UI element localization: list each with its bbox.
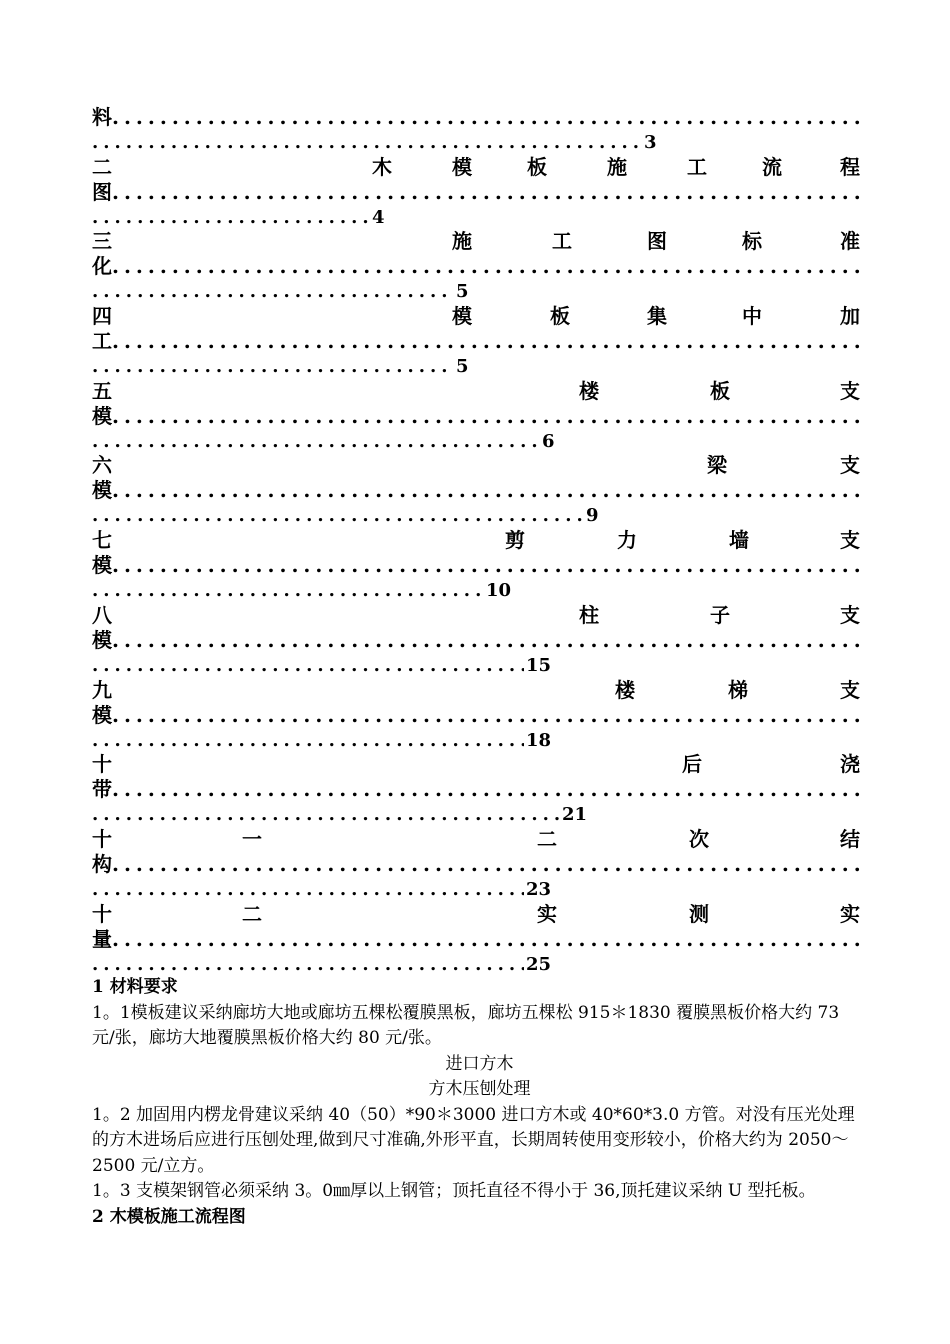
toc-title-tail: 料 xyxy=(92,105,112,129)
toc-title-char: 十 xyxy=(92,901,112,926)
paragraph: 1。2 加固用内楞龙骨建议采纳 40（50）*90＊3000 进口方木或 40*60*3.0 方管。对没有压光处理的方木进场后应进行压刨处理,做到尺寸准确,外形平直，长期周转使用变形较小，价格大约为 2050～2500 元/立方。 xyxy=(92,1104,855,1176)
toc-title-char: 实 xyxy=(840,901,860,926)
toc-title-char: 楼 xyxy=(579,378,599,403)
toc-title-char: 梯 xyxy=(728,677,748,702)
leader-dots xyxy=(112,105,860,130)
leader-dots xyxy=(92,130,642,155)
toc-page-number: 18 xyxy=(526,729,552,751)
toc-title-char: 一 xyxy=(242,826,262,851)
leader-dots xyxy=(112,180,860,205)
toc-title-tail: 构 xyxy=(92,851,112,876)
toc-title-char: 结 xyxy=(840,826,860,851)
toc-page-number: 23 xyxy=(526,878,552,900)
toc-title-tail: 量 xyxy=(92,926,112,951)
toc-page-number: 10 xyxy=(486,580,512,602)
paragraph: 1。1模板建议采纳廊坊大地或廊坊五棵松覆膜黑板，廊坊五棵松 915＊1830 覆膜黑板价格大约 73 元/张，廊坊大地覆膜黑板价格大约 80 元/张。 xyxy=(92,1002,840,1048)
toc-title-char: 七 xyxy=(92,528,112,553)
toc-title-char: 梁 xyxy=(707,453,727,478)
toc-title-char: 子 xyxy=(710,602,730,627)
leader-dots xyxy=(112,852,860,877)
toc-title-char: 模 xyxy=(452,154,472,179)
toc-page-number: 21 xyxy=(562,804,588,826)
toc-title-char: 工 xyxy=(687,154,707,179)
toc-page-number: 15 xyxy=(526,654,552,676)
leader-dots xyxy=(112,478,860,503)
leader-dots xyxy=(112,777,860,802)
section-heading: 2 木模板施工流程图 xyxy=(92,1206,246,1227)
toc-title-char: 十 xyxy=(92,752,112,777)
section-heading: 1 材料要求 xyxy=(92,977,178,997)
toc-title-char: 二 xyxy=(242,901,262,926)
leader-dots xyxy=(92,653,524,678)
leader-dots xyxy=(92,802,560,827)
leader-dots xyxy=(92,503,584,528)
toc-title-char: 六 xyxy=(92,453,112,478)
toc-title-char: 板 xyxy=(527,154,547,179)
toc-title-tail: 带 xyxy=(92,777,112,802)
toc-page-number: 4 xyxy=(372,206,385,228)
body-text xyxy=(92,975,867,1230)
toc-title-char: 五 xyxy=(92,378,112,403)
leader-dots xyxy=(112,329,860,354)
toc-page-number: 6 xyxy=(542,430,555,452)
paragraph: 1。3 支模架钢管必须采纳 3。0㎜厚以上钢管；顶托直径不得小于 36,顶托建议采纳 U 型托板。 xyxy=(92,1181,816,1201)
toc-title-char: 支 xyxy=(840,453,860,478)
leader-dots xyxy=(92,578,484,603)
leader-dots xyxy=(92,205,370,230)
leader-dots xyxy=(112,254,860,279)
toc-title-char: 测 xyxy=(689,901,709,926)
toc-title-char: 支 xyxy=(840,528,860,553)
toc-title-tail: 模 xyxy=(92,478,112,503)
toc-title-tail: 模 xyxy=(92,403,112,428)
toc-title-char: 木 xyxy=(372,154,392,179)
toc-title-char: 支 xyxy=(840,378,860,403)
toc-title-char: 准 xyxy=(840,229,860,254)
toc-title-char: 三 xyxy=(92,229,112,254)
toc-title-char: 模 xyxy=(452,304,472,329)
leader-dots xyxy=(112,927,860,952)
toc-title-tail: 模 xyxy=(92,553,112,578)
toc-title-char: 施 xyxy=(607,154,627,179)
toc-title-char: 板 xyxy=(710,378,730,403)
toc-title-char: 二 xyxy=(537,826,557,851)
leader-dots xyxy=(92,728,524,753)
toc-title-char: 板 xyxy=(550,304,570,329)
toc-title-char: 实 xyxy=(537,901,557,926)
leader-dots xyxy=(92,429,540,454)
toc-page-number: 3 xyxy=(644,132,657,153)
toc-page-number: 5 xyxy=(456,356,469,378)
leader-dots xyxy=(112,553,860,578)
leader-dots xyxy=(92,279,454,304)
toc-title-char: 次 xyxy=(689,826,709,851)
toc-title-char: 流 xyxy=(762,154,782,179)
table-of-contents xyxy=(92,105,860,1001)
toc-title-char: 楼 xyxy=(615,677,635,702)
toc-title-tail: 化 xyxy=(92,254,112,279)
toc-title-tail: 模 xyxy=(92,627,112,652)
toc-title-char: 二 xyxy=(92,154,112,179)
leader-dots xyxy=(112,703,860,728)
toc-title-char: 支 xyxy=(840,602,860,627)
leader-dots xyxy=(92,952,524,977)
toc-title-char: 柱 xyxy=(579,602,599,627)
leader-dots xyxy=(92,877,524,902)
toc-title-char: 集 xyxy=(647,304,667,329)
image-caption: 方木压刨处理 xyxy=(428,1079,531,1099)
toc-page-number: 9 xyxy=(586,505,599,527)
toc-title-char: 标 xyxy=(742,229,762,254)
toc-title-char: 程 xyxy=(840,154,860,179)
toc-title-char: 墙 xyxy=(729,528,749,553)
leader-dots xyxy=(92,354,454,379)
leader-dots xyxy=(112,628,860,653)
toc-title-char: 支 xyxy=(840,677,860,702)
toc-title-tail: 图 xyxy=(92,179,112,204)
toc-title-char: 四 xyxy=(92,304,112,329)
toc-title-char: 后 xyxy=(682,752,702,777)
toc-page-number: 5 xyxy=(456,281,469,303)
toc-title-char: 九 xyxy=(92,677,112,702)
toc-title-char: 力 xyxy=(617,528,637,553)
toc-title-char: 工 xyxy=(552,229,572,254)
toc-page-number: 25 xyxy=(526,953,552,975)
toc-title-char: 十 xyxy=(92,826,112,851)
toc-title-char: 中 xyxy=(742,304,762,329)
toc-title-char: 八 xyxy=(92,602,112,627)
toc-title-char: 剪 xyxy=(505,528,525,553)
leader-dots xyxy=(112,404,860,429)
toc-title-char: 加 xyxy=(840,304,860,329)
toc-title-char: 浇 xyxy=(840,752,860,777)
toc-title-tail: 工 xyxy=(92,329,112,354)
image-caption: 进口方木 xyxy=(445,1053,514,1074)
toc-title-char: 图 xyxy=(647,229,667,254)
toc-title-char: 施 xyxy=(452,229,472,254)
toc-title-tail: 模 xyxy=(92,702,112,727)
